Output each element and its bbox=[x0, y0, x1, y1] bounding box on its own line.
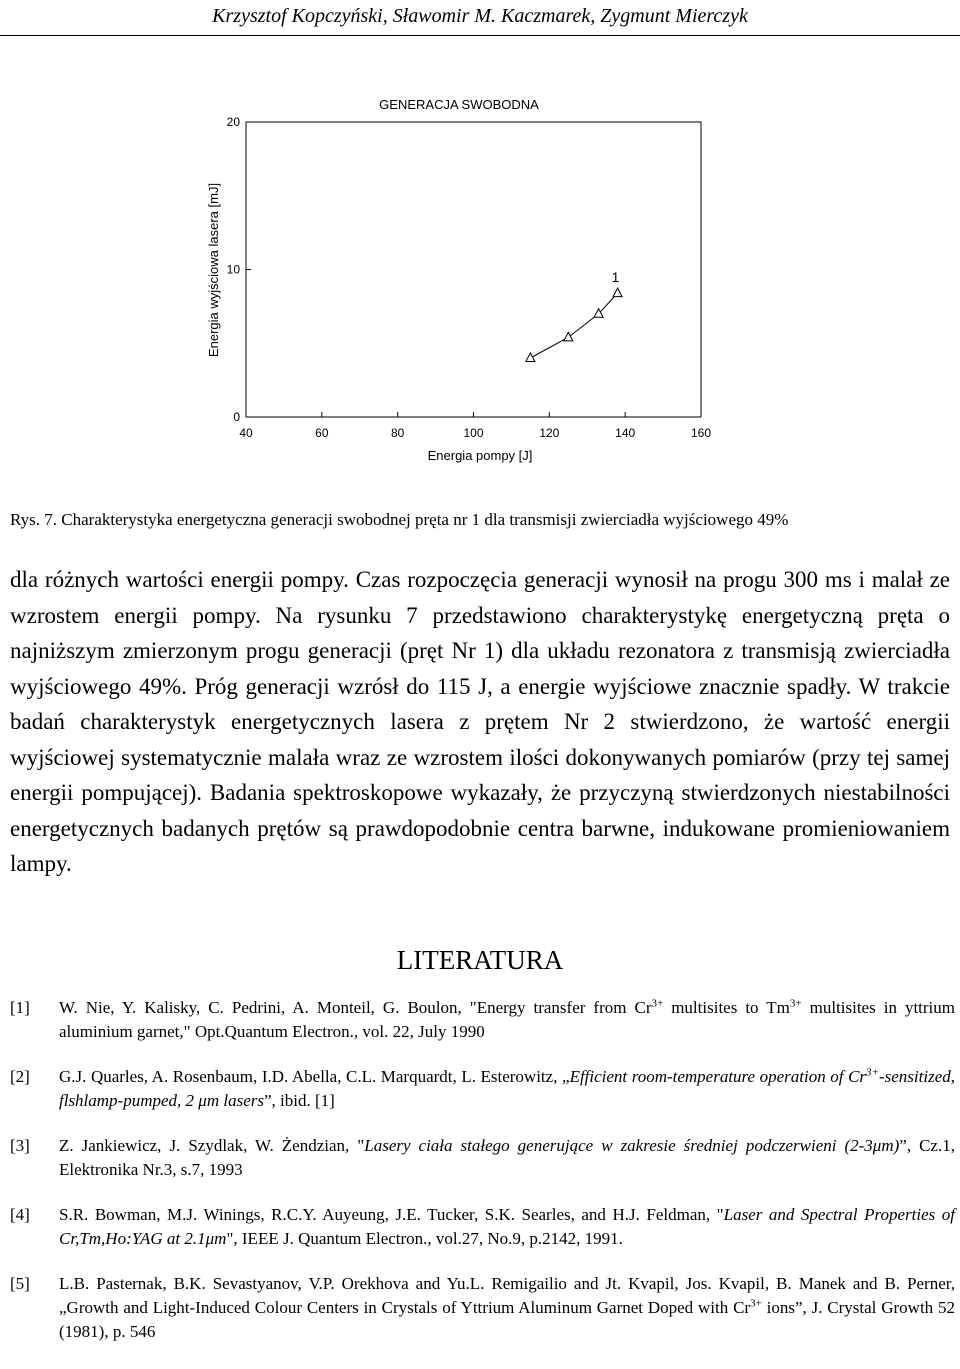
reference-text: ”, Cz.1, Elektronika Nr.3, s.7, 1993 bbox=[59, 1136, 955, 1179]
y-axis-ticks bbox=[227, 115, 251, 424]
x-axis-label: Energia pompy [J] bbox=[427, 448, 533, 463]
references-title: LITERATURA bbox=[396, 945, 564, 975]
chart-title: GENERACJA SWOBODNA bbox=[379, 97, 539, 112]
x-tick-label: 100 bbox=[463, 426, 484, 440]
reference-text: multisites to Tm bbox=[663, 998, 790, 1017]
reference-text: S.R. Bowman, M.J. Winings, R.C.Y. Auyeung, J.E. Tucker, S.K. Searles, and H.J. Feldman, " bbox=[59, 1205, 724, 1224]
reference-item bbox=[10, 1272, 955, 1344]
reference-title-italic: Laser and Spectral Properties of Cr,Tm,Ho:YAG at 2.1μm bbox=[59, 1205, 956, 1248]
reference-superscript: 3+ bbox=[866, 1066, 879, 1079]
figure-caption bbox=[10, 508, 955, 532]
y-tick-label: 20 bbox=[226, 115, 240, 129]
reference-superscript: 3+ bbox=[750, 1297, 762, 1310]
reference-text: L.B. Pasternak, B.K. Sevastyanov, V.P. Orekhova and Yu.L. Remigailio and Jt. Kvapil, Jos. Kvapil, B. Manek and B. Perner, „Growth and Light-Induced Colour Centers in Crystals of Yttrium Aluminum Garnet Doped with Cr bbox=[59, 1274, 955, 1317]
x-axis-ticks bbox=[239, 412, 711, 440]
running-header: Krzysztof Kopczyński, Sławomir M. Kaczmarek, Zygmunt Mierczyk bbox=[212, 5, 748, 27]
reference-number: [5] bbox=[10, 1274, 30, 1293]
reference-item bbox=[10, 996, 955, 1044]
y-tick-label: 0 bbox=[233, 410, 240, 424]
body-paragraph: dla różnych wartości energii pompy. Czas rozpoczęcia generacji wynosił na progu 300 ms i malał ze wzrostem energii pompy. Na rysunku 7 przedstawiono charakterystykę energetyczną pręta o najniższym zmierzonym progu generacji (pręt Nr 1) dla układu rezonatora z transmisją zwierciadła wyjściowego 49%. Próg generacji wzrósł do 115 J, a energie wyjściowe znacznie spadły. W trakcie badań charakterystyk energetycznych lasera z prętem Nr 2 stwierdzono, że wartość energii wyjściowej systematycznie malała wraz ze wzrostem ilości dokonywanych pomiarów (przy tej samej energii pompującej). Badania spektroskopowe wykazały, że przyczyną stwierdzonych niestabilności energetycznych badanych prętów są prawdopodobnie centra barwne, indukowane promieniowaniem lampy. bbox=[10, 567, 950, 876]
reference-text: multisites in yttrium aluminium garnet," Opt.Quantum Electron., vol. 22, July 1990 bbox=[59, 998, 956, 1041]
reference-superscript: 3+ bbox=[651, 997, 664, 1010]
reference-text: W. Nie, Y. Kalisky, C. Pedrini, A. Monteil, G. Boulon, "Energy transfer from Cr bbox=[59, 998, 652, 1017]
reference-text: ions”, J. Crystal Growth 52 (1981), p. 546 bbox=[59, 1298, 956, 1341]
series-label: 1 bbox=[611, 269, 620, 286]
reference-text: ”, ibid. [1] bbox=[263, 1091, 335, 1110]
x-tick-label: 60 bbox=[315, 426, 329, 440]
reference-number: [4] bbox=[10, 1205, 30, 1224]
reference-text: Z. Jankiewicz, J. Szydlak, W. Żendzian, " bbox=[59, 1136, 365, 1155]
y-axis-label: Energia wyjściowa lasera [mJ] bbox=[206, 182, 221, 358]
reference-number: [2] bbox=[10, 1067, 30, 1086]
x-tick-label: 80 bbox=[390, 426, 405, 440]
caption-text: Charakterystyka energetyczna generacji swobodnej pręta nr 1 dla transmisji zwierciadła wyjściowego 49% bbox=[61, 510, 789, 529]
reference-title-italic: Efficient room-temperature operation of Cr bbox=[569, 1067, 867, 1086]
reference-number: [3] bbox=[10, 1136, 30, 1155]
x-tick-label: 40 bbox=[239, 426, 253, 440]
reference-superscript: 3+ bbox=[789, 997, 802, 1010]
plot-frame bbox=[246, 122, 701, 417]
x-tick-label: 120 bbox=[539, 426, 560, 440]
reference-title-italic: Lasery ciała stałego generujące w zakresie średniej podczerwieni (2-3μm) bbox=[364, 1136, 900, 1155]
references-list bbox=[10, 996, 955, 1365]
reference-item bbox=[10, 1203, 955, 1251]
reference-title-italic: -sensitized, flshlamp-pumped, 2 μm lasers bbox=[59, 1067, 955, 1110]
series-1 bbox=[526, 269, 622, 361]
header-rule bbox=[0, 35, 960, 36]
y-tick-label: 10 bbox=[226, 262, 240, 277]
energy-chart bbox=[0, 60, 960, 480]
reference-number: [1] bbox=[10, 998, 30, 1017]
reference-text: G.J. Quarles, A. Rosenbaum, I.D. Abella, C.L. Marquardt, L. Esterowitz, „ bbox=[59, 1067, 570, 1086]
reference-item bbox=[10, 1065, 955, 1113]
reference-item bbox=[10, 1134, 955, 1182]
data-point bbox=[613, 288, 622, 297]
data-point bbox=[564, 332, 573, 341]
data-point bbox=[526, 353, 535, 362]
series-line bbox=[530, 293, 617, 358]
x-tick-label: 160 bbox=[690, 426, 712, 440]
x-tick-label: 140 bbox=[615, 426, 636, 440]
reference-text: ", IEEE J. Quantum Electron., vol.27, No.9, p.2142, 1991. bbox=[226, 1229, 623, 1248]
caption-label: Rys. 7. bbox=[10, 510, 58, 529]
